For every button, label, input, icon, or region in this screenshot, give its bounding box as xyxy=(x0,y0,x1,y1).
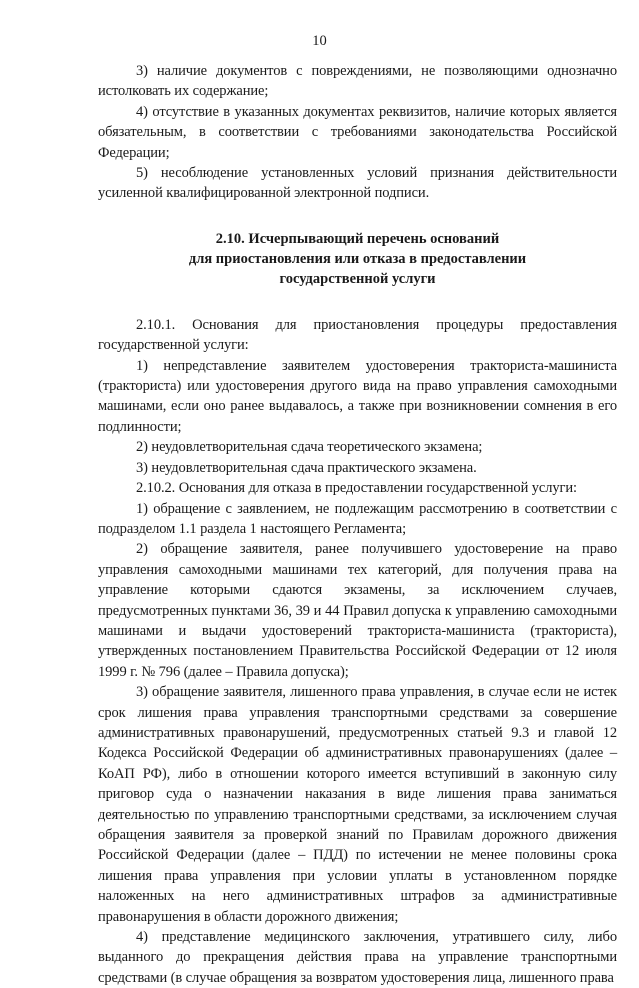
heading-line: 2.10. Исчерпывающий перечень оснований xyxy=(215,230,500,247)
list-item: 1) обращение с заявлением, не подлежащим рассмотрению в соответствии с подразделом 1.1 раздела 1 настоящего Регламента; xyxy=(98,500,617,537)
section-heading xyxy=(98,229,617,289)
paragraph: 2.10.2. Основания для отказа в предоставлении государственной услуги: xyxy=(136,480,577,497)
list-item: 2) обращение заявителя, ранее получившего удостоверение на право управления самоходными машинами тех категорий, для получения права на управление которыми сдаются экзамены, за исключением случаев, предусмотренных пунктами 36, 39 и 44 Правил допуска к управлению самоходными машинами и выдачи удостоверений тракториста-машиниста (тракториста), утвержденных постановлением Правительства Российской Федерации от 12 июля 1999 г. № 796 (далее – Правила допуска); xyxy=(98,541,617,680)
heading-line: для приостановления или отказа в предоставлении xyxy=(188,250,527,267)
list-item: 4) представление медицинского заключения, утратившего силу, либо выданного до прекращения действия права на управление транспортными средствами (в случае обращения за возвратом удостоверения лица, лишенного права xyxy=(98,929,617,986)
list-item: 5) несоблюдение установленных условий признания действительности усиленной квалифицированной электронной подписи. xyxy=(98,165,617,202)
list-item: 3) неудовлетворительная сдача практического экзамена. xyxy=(136,459,477,476)
document-body xyxy=(98,61,617,988)
paragraph: 2.10.1. Основания для приостановления процедуры предоставления государственной услуги: xyxy=(98,316,617,354)
heading-line: государственной услуги xyxy=(279,270,436,287)
list-item: 3) наличие документов с повреждениями, не позволяющими однозначно истолковать их содержание; xyxy=(98,63,617,100)
list-item: 2) неудовлетворительная сдача теоретического экзамена; xyxy=(136,439,483,456)
list-item: 1) непредставление заявителем удостоверения тракториста-машиниста (тракториста) или удостоверения другого вида на право управления самоходными машинами, если оно ранее выдавалось, а также при возникновении сомнения в его подлинности; xyxy=(98,357,617,435)
list-item: 3) обращение заявителя, лишенного права управления, в случае если не истек срок лишения права управления транспортными средствами за совершение административных правонарушений, предусмотренных статьей 9.3 и главой 12 Кодекса Российской Федерации об административных правонарушениях (далее – КоАП РФ), либо в отношении которого имеется вступивший в законную силу приговор суда о назначении наказания в виде лишения права заниматься деятельностью по управлению транспортными средствами, за исключением случая обращения заявителя за проверкой знаний по Правилам дорожного движения Российской Федерации (далее – ПДД) по истечении не менее половины срока лишения права управления при условии уплаты в установленном порядке наложенных на него административных штрафов за административные правонарушения в области дорожного движения; xyxy=(98,684,617,925)
list-item: 4) отсутствие в указанных документах реквизитов, наличие которых является обязательным, в соответствии с требованиями законодательства Российской Федерации; xyxy=(98,103,617,161)
page-number: 10 xyxy=(312,33,327,49)
